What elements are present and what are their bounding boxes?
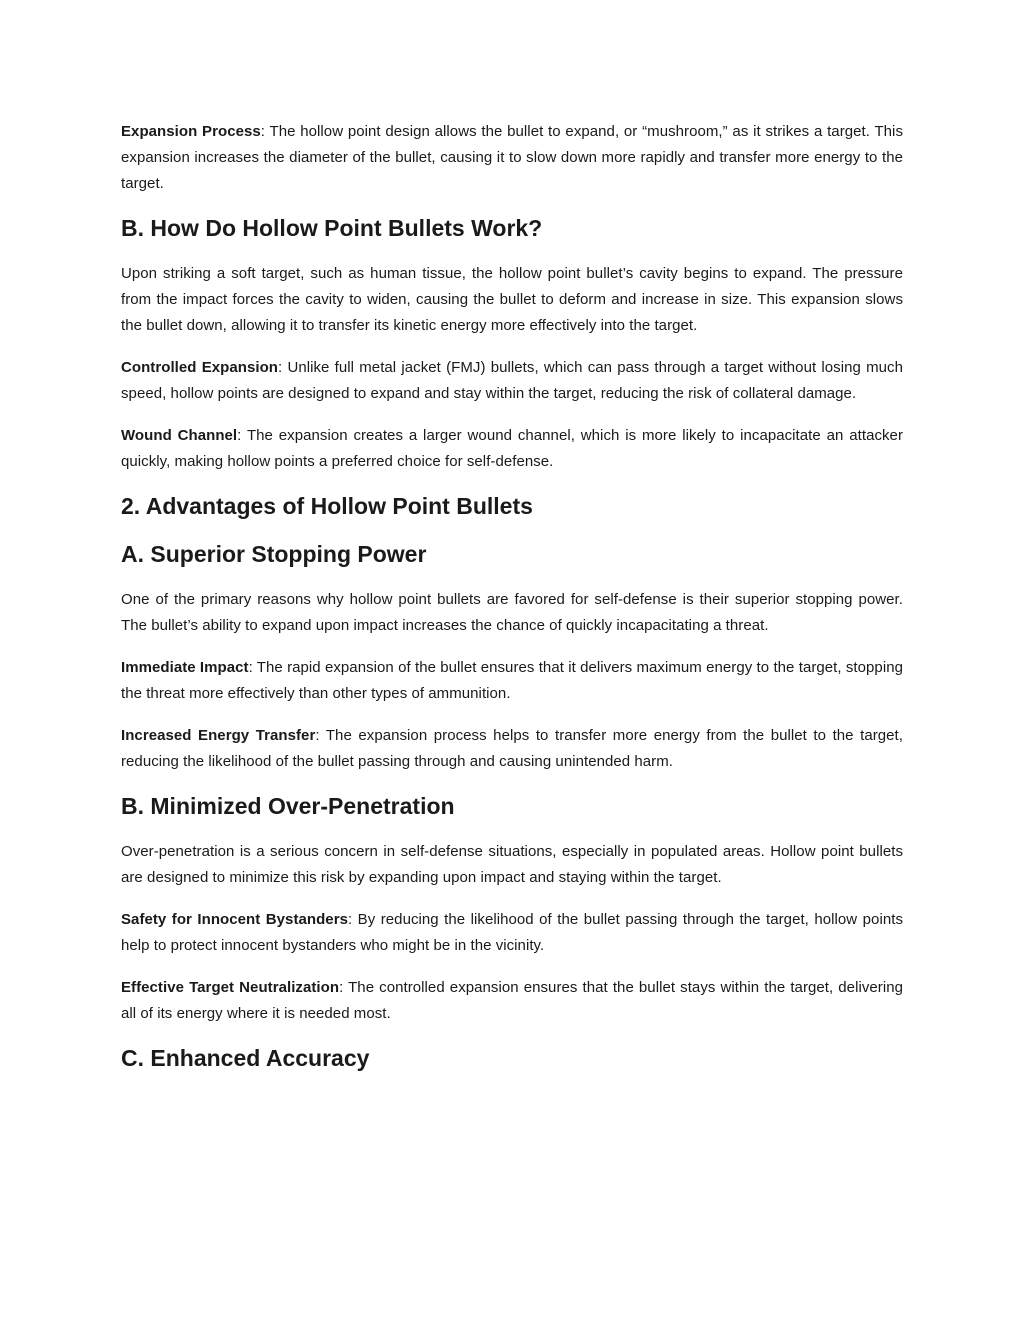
section-heading-over-penetration: B. Minimized Over-Penetration [121, 793, 455, 819]
section-heading-accuracy: C. Enhanced Accuracy [121, 1045, 370, 1071]
section-heading-how-work: B. How Do Hollow Point Bullets Work? [121, 215, 543, 241]
paragraph-bystanders [121, 907, 903, 959]
term-label: Increased Energy Transfer [121, 727, 316, 744]
term-label: Expansion Process [121, 123, 261, 140]
paragraph-text: Over-penetration is a serious concern in self-defense situations, especially in populated areas. Hollow point bullets are designed to minimize this risk by expanding upon impact and staying within the target. [121, 843, 903, 886]
paragraph-target-neutralization [121, 975, 903, 1027]
paragraph-energy-transfer [121, 723, 903, 775]
term-label: Effective Target Neutralization [121, 979, 340, 996]
paragraph-text: One of the primary reasons why hollow point bullets are favored for self-defense is their superior stopping power. The bullet’s ability to expand upon impact increases the chance of quickly incapacitating a threat. [121, 591, 903, 634]
paragraph-text: : The expansion creates a larger wound channel, which is more likely to incapacitate an attacker quickly, making hollow points a preferred choice for self-defense. [121, 427, 903, 470]
term-label: Wound Channel [121, 427, 238, 444]
paragraph-text: : The rapid expansion of the bullet ensures that it delivers maximum energy to the target, stopping the threat more effectively than other types of ammunition. [121, 659, 903, 702]
paragraph-stopping-power [121, 587, 903, 639]
term-label: Controlled Expansion [121, 359, 279, 376]
paragraph-expansion-process [121, 119, 903, 197]
paragraph-text: : The hollow point design allows the bullet to expand, or “mushroom,” as it strikes a target. This expansion increases the diameter of the bullet, causing it to slow down more rapidly and transfer more energy to the target. [121, 123, 903, 192]
document-page [121, 119, 903, 1091]
paragraph-wound-channel [121, 423, 903, 475]
term-label: Safety for Innocent Bystanders [121, 911, 348, 928]
paragraph-text: : The expansion process helps to transfer more energy from the bullet to the target, reducing the likelihood of the bullet passing through and causing unintended harm. [121, 727, 903, 770]
paragraph-immediate-impact [121, 655, 903, 707]
paragraph-text: Upon striking a soft target, such as human tissue, the hollow point bullet’s cavity begins to expand. The pressure from the impact forces the cavity to widen, causing the bullet to deform and increase in size. This expansion slows the bullet down, allowing it to transfer its kinetic energy more effectively into the target. [121, 265, 903, 334]
paragraph-text: : By reducing the likelihood of the bullet passing through the target, hollow points help to protect innocent bystanders who might be in the vicinity. [121, 911, 903, 954]
section-heading-advantages: 2. Advantages of Hollow Point Bullets [121, 493, 533, 519]
paragraph-text: : The controlled expansion ensures that the bullet stays within the target, delivering all of its energy where it is needed most. [121, 979, 903, 1022]
paragraph-text: : Unlike full metal jacket (FMJ) bullets, which can pass through a target without losing much speed, hollow points are designed to expand and stay within the target, reducing the risk of collateral damage. [121, 359, 903, 402]
paragraph-how-work [121, 261, 903, 339]
term-label: Immediate Impact [121, 659, 249, 676]
paragraph-over-penetration [121, 839, 903, 891]
section-heading-stopping-power: A. Superior Stopping Power [121, 541, 427, 567]
paragraph-controlled-expansion [121, 355, 903, 407]
